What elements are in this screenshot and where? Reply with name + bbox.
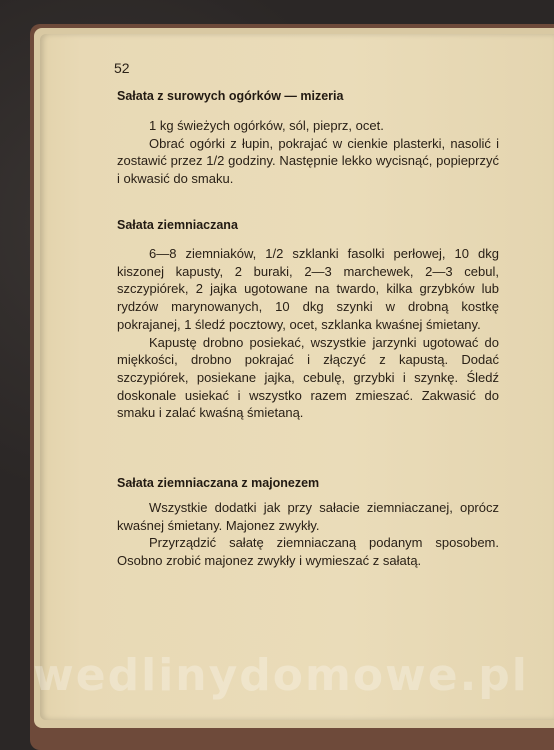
instructions-text: Przyrządzić sałatę ziemniaczaną podanym sposobem. Osobno zrobić majonez zwykły i wymieszać z sałatą. xyxy=(117,535,499,569)
ingredients-text: 6—8 ziemniaków, 1/2 szklanki fasolki perłowej, 10 dkg kiszonej kapusty, 2 buraki, 2—3 marchewek, 2—3 cebul, szczypiórek, 2 jajka ugotowane na twardo, kilka grzybków lub rydzów marynowanych, 10 dkg szynki w drobną kostkę pokrajanej, 1 śledź pocztowy, ocet, szklanka kwaśnej śmietany. xyxy=(117,246,499,332)
recipe-paragraph xyxy=(117,117,499,188)
page-number: 52 xyxy=(114,60,130,76)
section-title-potato-salad-mayo: Sałata ziemniaczana z majonezem xyxy=(117,476,320,490)
ingredients-text: Wszystkie dodatki jak przy sałacie ziemniaczanej, oprócz kwaśnej śmietany. Majonez zwykły. xyxy=(117,500,499,533)
watermark-text: wedlinydomowe.pl xyxy=(33,650,529,701)
ingredients-text: 1 kg świeżych ogórków, sól, pieprz, ocet. xyxy=(149,118,384,133)
recipe-paragraph xyxy=(117,499,499,570)
section-title-mizeria: Sałata z surowych ogórków — mizeria xyxy=(117,89,344,103)
section-title-potato-salad: Sałata ziemniaczana xyxy=(117,218,238,232)
instructions-text: Obrać ogórki z łupin, pokrajać w cienkie plasterki, nasolić i zostawić przez 1/2 godziny. Następnie lekko wycisnąć, popieprzyć i okwasić do smaku. xyxy=(117,135,499,187)
instructions-text: Kapustę drobno posiekać, wszystkie jarzynki ugotować do miękkości, drobno pokrajać i złączyć z kapustą. Dodać szczypiórek, posiekane jajka, cebulę, grzybki i szynkę. Śledź doskonale usiekać i wszystko razem zmieszać. Zakwasić do smaku i zalać kwaśną śmietaną. xyxy=(117,334,499,421)
recipe-paragraph xyxy=(117,245,499,422)
